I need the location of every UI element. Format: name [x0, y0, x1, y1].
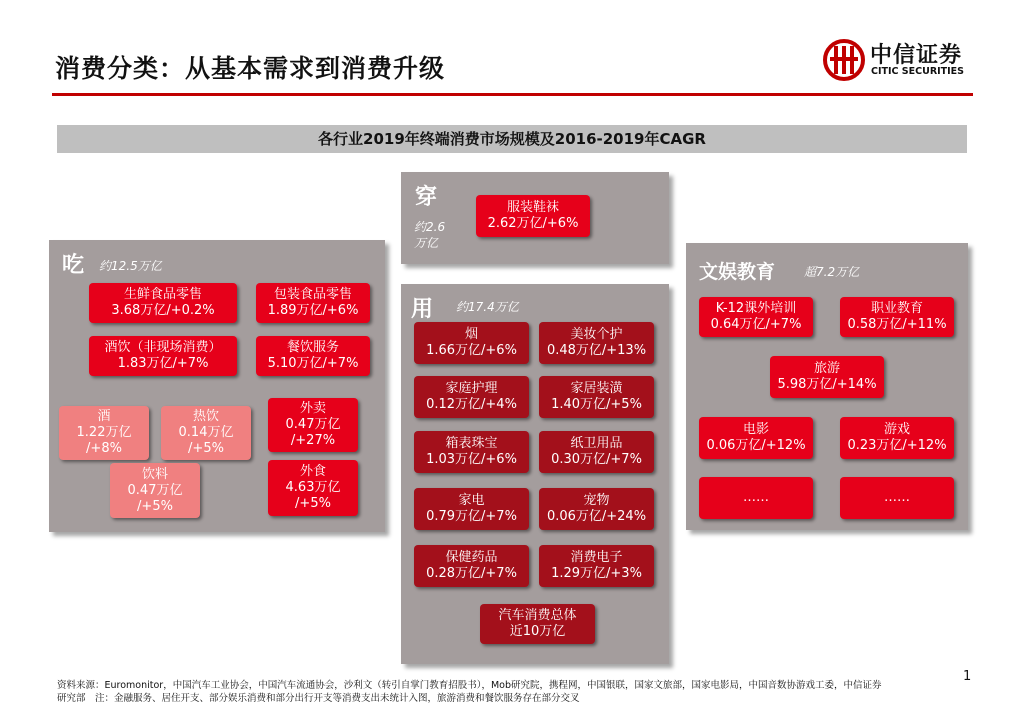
use-category-box	[414, 488, 529, 530]
use-panel	[401, 284, 669, 664]
category-box-auto	[480, 604, 595, 644]
category-name: 酒	[97, 409, 111, 424]
category-value: 0.47万亿	[127, 482, 183, 498]
ent-heading: 文娱教育	[699, 261, 776, 283]
use-category-box	[414, 431, 529, 473]
category-value: 0.28万亿/+7%	[426, 566, 517, 581]
category-name: K-12课外培训	[715, 301, 797, 316]
source-note	[57, 679, 882, 705]
wear-panel	[401, 172, 669, 264]
category-placeholder: ……	[884, 490, 910, 505]
use-category-box	[539, 431, 654, 473]
category-name: 汽车消费总体	[498, 608, 577, 623]
use-note: 约17.4万亿	[456, 300, 519, 314]
category-box-movie	[699, 417, 813, 459]
category-value: 4.63万亿	[285, 480, 341, 495]
category-growth: /+5%	[137, 498, 173, 514]
category-growth: /+8%	[86, 441, 122, 456]
category-box-more-1	[699, 477, 813, 519]
category-box-takeout	[268, 398, 358, 452]
category-value: 近10万亿	[509, 624, 566, 639]
category-box-liquor	[59, 406, 149, 460]
category-name: 电影	[742, 422, 769, 437]
eat-note: 约12.5万亿	[99, 259, 162, 273]
category-name: 外卖	[299, 401, 326, 416]
category-name: 热饮	[192, 409, 219, 424]
eat-heading: 吃	[62, 253, 85, 278]
use-category-box	[539, 488, 654, 530]
category-name: 宠物	[583, 493, 610, 508]
category-value: 1.83万亿/+7%	[117, 356, 209, 371]
category-value: 0.30万亿/+7%	[551, 452, 642, 467]
category-value: 2.62万亿/+6%	[487, 216, 579, 231]
category-name: 家居装潢	[570, 381, 623, 396]
category-box-fresh-food	[89, 283, 237, 323]
category-name: 生鲜食品零售	[123, 287, 202, 302]
category-placeholder: ……	[743, 490, 769, 505]
category-value: 1.40万亿/+5%	[551, 397, 642, 412]
category-value: 0.06万亿/+12%	[706, 438, 806, 453]
category-box-vocational	[840, 297, 954, 337]
category-value: 1.22万亿	[76, 425, 132, 440]
category-value: 3.68万亿/+0.2%	[111, 303, 215, 318]
category-box-packaged-food	[256, 283, 370, 323]
category-box-travel	[770, 356, 884, 398]
use-category-box	[539, 545, 654, 587]
category-name: 烟	[464, 327, 478, 342]
category-name: 保健药品	[445, 550, 498, 565]
category-value: 1.29万亿/+3%	[551, 566, 642, 581]
use-category-box	[414, 376, 529, 418]
category-box-dine-out	[268, 460, 358, 516]
category-box-catering	[256, 336, 370, 376]
category-value: 0.12万亿/+4%	[426, 397, 517, 412]
use-category-box	[414, 322, 529, 364]
wear-note-line2: 万亿	[414, 236, 439, 250]
entertainment-education-panel	[686, 243, 968, 530]
category-growth: /+5%	[188, 441, 224, 456]
logo-name-cn: 中信证券	[870, 43, 963, 68]
category-growth: /+5%	[295, 496, 331, 511]
category-name: 家电	[458, 493, 485, 508]
category-name: 消费电子	[570, 550, 623, 565]
category-value: 0.58万亿/+11%	[847, 317, 947, 332]
category-value: 5.10万亿/+7%	[267, 356, 359, 371]
use-category-box	[539, 322, 654, 364]
use-category-box	[539, 376, 654, 418]
use-category-box	[414, 545, 529, 587]
category-value: 1.03万亿/+6%	[426, 452, 517, 467]
page-title: 消费分类：从基本需求到消费升级	[55, 54, 446, 83]
category-name: 游戏	[883, 422, 910, 437]
category-name: 酒饮（非现场消费）	[104, 340, 222, 355]
category-name: 纸卫用品	[570, 436, 623, 451]
category-name: 服装鞋袜	[506, 200, 559, 215]
category-value: 0.06万亿/+24%	[546, 509, 647, 524]
category-value: 5.98万亿/+14%	[777, 377, 877, 392]
category-name: 外食	[299, 464, 326, 479]
wear-note-line1: 约2.6	[414, 220, 446, 234]
category-value: 0.14万亿	[178, 425, 234, 440]
use-heading: 用	[411, 297, 434, 322]
source-line-1: 资料来源：Euromonitor，中国汽车工业协会，中国汽车流通协会，沙利文（转引自掌门教育招股书），Mob研究院，携程网，中国银联，国家文旅部，国家电影局，中国音数协游戏工委，中信证券	[57, 680, 882, 691]
category-box-apparel	[476, 195, 590, 237]
eat-panel	[49, 240, 385, 532]
category-name: 饮料	[141, 466, 168, 482]
category-value: 0.47万亿	[285, 417, 341, 432]
category-box-drinks	[89, 336, 237, 376]
category-value: 0.48万亿/+13%	[546, 343, 647, 358]
page-number: 1	[963, 669, 972, 684]
category-name: 包装食品零售	[273, 287, 352, 302]
ent-note: 超7.2万亿	[804, 265, 860, 279]
category-name: 职业教育	[870, 301, 923, 316]
category-name: 美妆个护	[570, 327, 623, 342]
wear-heading: 穿	[415, 185, 438, 210]
category-name: 家庭护理	[445, 381, 498, 396]
category-value: 0.79万亿/+7%	[426, 509, 517, 524]
category-name: 餐饮服务	[286, 340, 339, 355]
category-box-more-2	[840, 477, 954, 519]
subtitle-text: 各行业2019年终端消费市场规模及2016-2019年CAGR	[318, 130, 706, 148]
category-box-k12	[699, 297, 813, 337]
category-box-hot-drinks	[161, 406, 251, 460]
category-value: 0.23万亿/+12%	[847, 438, 947, 453]
category-box-games	[840, 417, 954, 459]
category-value: 0.64万亿/+7%	[710, 317, 802, 332]
logo-name-en: CITIC SECURITIES	[871, 66, 965, 77]
category-name: 旅游	[813, 361, 840, 376]
category-value: 1.66万亿/+6%	[426, 343, 517, 358]
category-value: 1.89万亿/+6%	[267, 303, 359, 318]
source-line-2: 研究部 注：金融服务、居住开支、部分娱乐消费和部分出行开支等消费支出未统计入图，旅游消费和餐饮服务存在部分交叉	[57, 693, 580, 704]
category-growth: /+27%	[290, 433, 336, 448]
category-name: 箱表珠宝	[445, 436, 498, 451]
category-box-beverages	[110, 463, 200, 518]
